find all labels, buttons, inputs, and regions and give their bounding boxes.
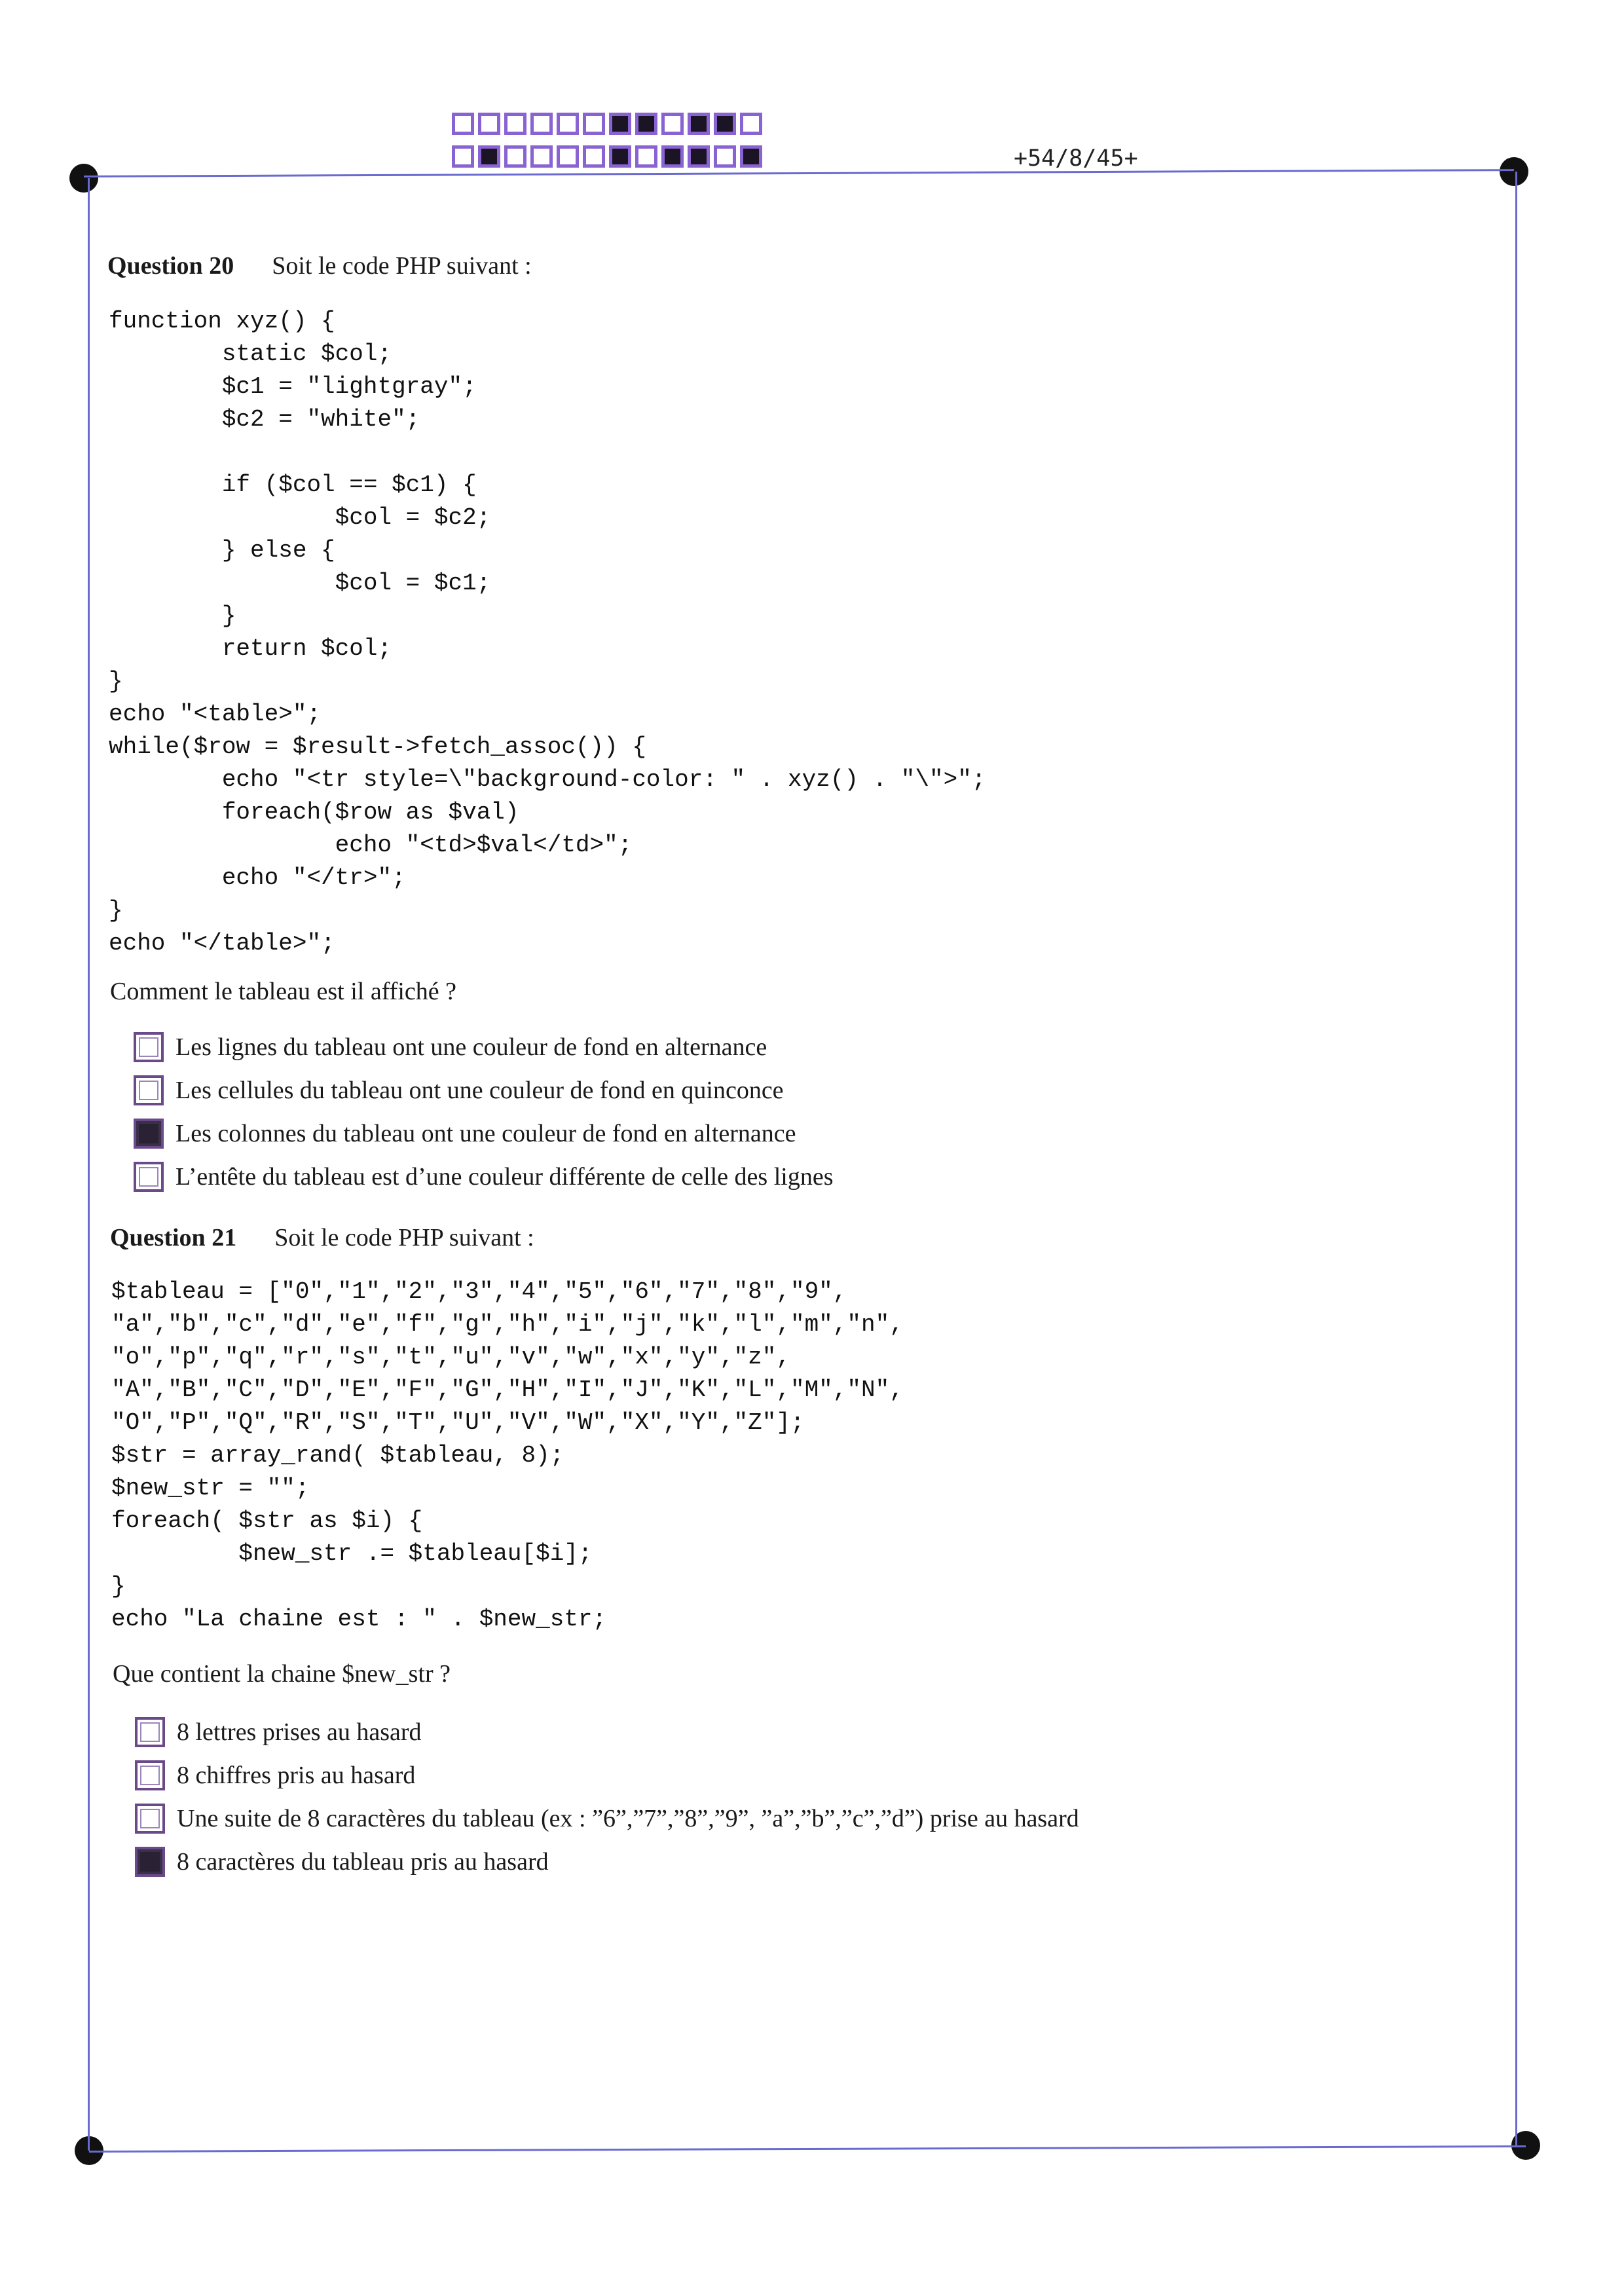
corner-mark-top-right — [1500, 157, 1528, 186]
checkbox-checked[interactable] — [135, 1847, 165, 1877]
barcode-cell-empty — [452, 145, 474, 168]
question-20-choice-4[interactable] — [134, 1159, 833, 1194]
barcode-row-bottom — [452, 145, 766, 168]
barcode-cell-empty — [661, 113, 684, 135]
choice-label: Les lignes du tableau ont une couleur de fond en alternance — [175, 1033, 767, 1061]
checkbox[interactable] — [134, 1032, 164, 1062]
barcode-cell-empty — [478, 113, 500, 135]
question-21-prompt: Que contient la chaine $new_str ? — [113, 1660, 451, 1688]
question-20-choice-3[interactable] — [134, 1116, 796, 1151]
choice-label: Les colonnes du tableau ont une couleur de fond en alternance — [175, 1120, 796, 1147]
checkbox[interactable] — [135, 1804, 165, 1834]
question-21-choice-3[interactable] — [135, 1801, 1079, 1836]
barcode-cell-empty — [583, 113, 605, 135]
barcode-cell-empty — [452, 113, 474, 135]
choice-label: 8 lettres prises au hasard — [177, 1718, 422, 1746]
checkbox[interactable] — [134, 1162, 164, 1192]
question-21-heading — [110, 1223, 534, 1252]
frame-right-line — [1515, 172, 1517, 2145]
choice-label: 8 chiffres pris au hasard — [177, 1762, 416, 1789]
barcode-cell-empty — [583, 145, 605, 168]
page-identifier: +54/8/45+ — [1014, 145, 1138, 172]
question-20-intro: Soit le code PHP suivant : — [272, 252, 532, 280]
corner-mark-top-left — [69, 164, 98, 193]
checkbox-checked[interactable] — [134, 1119, 164, 1149]
question-21-choice-2[interactable] — [135, 1758, 415, 1793]
question-21-intro: Soit le code PHP suivant : — [274, 1224, 534, 1251]
frame-top-line — [84, 169, 1514, 177]
question-20-number: Question 20 — [107, 252, 234, 280]
question-21-number: Question 21 — [110, 1224, 237, 1251]
choice-label: 8 caractères du tableau pris au hasard — [177, 1848, 549, 1876]
barcode-cell-empty — [504, 145, 526, 168]
barcode-cell-filled — [609, 145, 631, 168]
choice-label: Les cellules du tableau ont une couleur de fond en quinconce — [175, 1077, 784, 1104]
question-21-choice-4[interactable] — [135, 1844, 549, 1879]
barcode-cell-empty — [714, 145, 736, 168]
frame-bottom-line — [89, 2145, 1526, 2153]
barcode-cell-filled — [635, 113, 657, 135]
question-20-choice-1[interactable] — [134, 1029, 767, 1065]
barcode-cell-filled — [609, 113, 631, 135]
question-20-choice-2[interactable] — [134, 1073, 784, 1108]
barcode-cell-empty — [740, 113, 762, 135]
barcode-cell-empty — [530, 113, 553, 135]
question-21-choice-1[interactable] — [135, 1714, 422, 1750]
frame-left-line — [88, 178, 90, 2151]
barcode-cell-filled — [714, 113, 736, 135]
barcode-row-top — [452, 113, 766, 135]
barcode-cell-filled — [688, 113, 710, 135]
barcode-cell-filled — [478, 145, 500, 168]
choice-label: L’entête du tableau est d’une couleur différente de celle des lignes — [175, 1163, 834, 1191]
question-21-code: $tableau = ["0","1","2","3","4","5","6","7","8","9", "a","b","c","d","e","f","g","h","i","j","k","l","m","n", "o","p","q","r","s","t","u","v","w","x","y","z", "A","B","C","D","E","F","G","H","I","J","K","L","M","N", "O","P","Q","R","S","T","U","V","W","X","Y","Z"]; $str = array_rand( $tableau, 8); $new_str = ""; foreach( $str as $i) { $new_str .= $tableau[$i]; } echo "La chaine est : " . $new_str; — [111, 1278, 904, 1633]
barcode-cell-filled — [688, 145, 710, 168]
question-20-prompt: Comment le tableau est il affiché ? — [110, 978, 456, 1005]
barcode-cell-empty — [557, 145, 579, 168]
barcode-cell-empty — [557, 113, 579, 135]
checkbox[interactable] — [134, 1075, 164, 1105]
barcode-cell-filled — [661, 145, 684, 168]
barcode-cell-empty — [635, 145, 657, 168]
checkbox[interactable] — [135, 1760, 165, 1790]
barcode-cell-empty — [530, 145, 553, 168]
question-20-code: function xyz() { static $col; $c1 = "lightgray"; $c2 = "white"; if ($col == $c1) { $col = $c2; } else { $col = $c1; } return $col; } echo "<table>"; while($row = $result->fetch_assoc()) { echo "<tr style=\"background-color: " . xyz() . "\">"; foreach($row as $val) echo "<td>$val</td>"; echo "</tr>"; } echo "</table>"; — [109, 308, 986, 957]
barcode-cell-filled — [740, 145, 762, 168]
barcode-cell-empty — [504, 113, 526, 135]
choice-label: Une suite de 8 caractères du tableau (ex : ”6”,”7”,”8”,”9”, ”a”,”b”,”c”,”d”) prise au hasard — [177, 1805, 1079, 1832]
checkbox[interactable] — [135, 1717, 165, 1747]
question-20-heading — [107, 251, 532, 280]
